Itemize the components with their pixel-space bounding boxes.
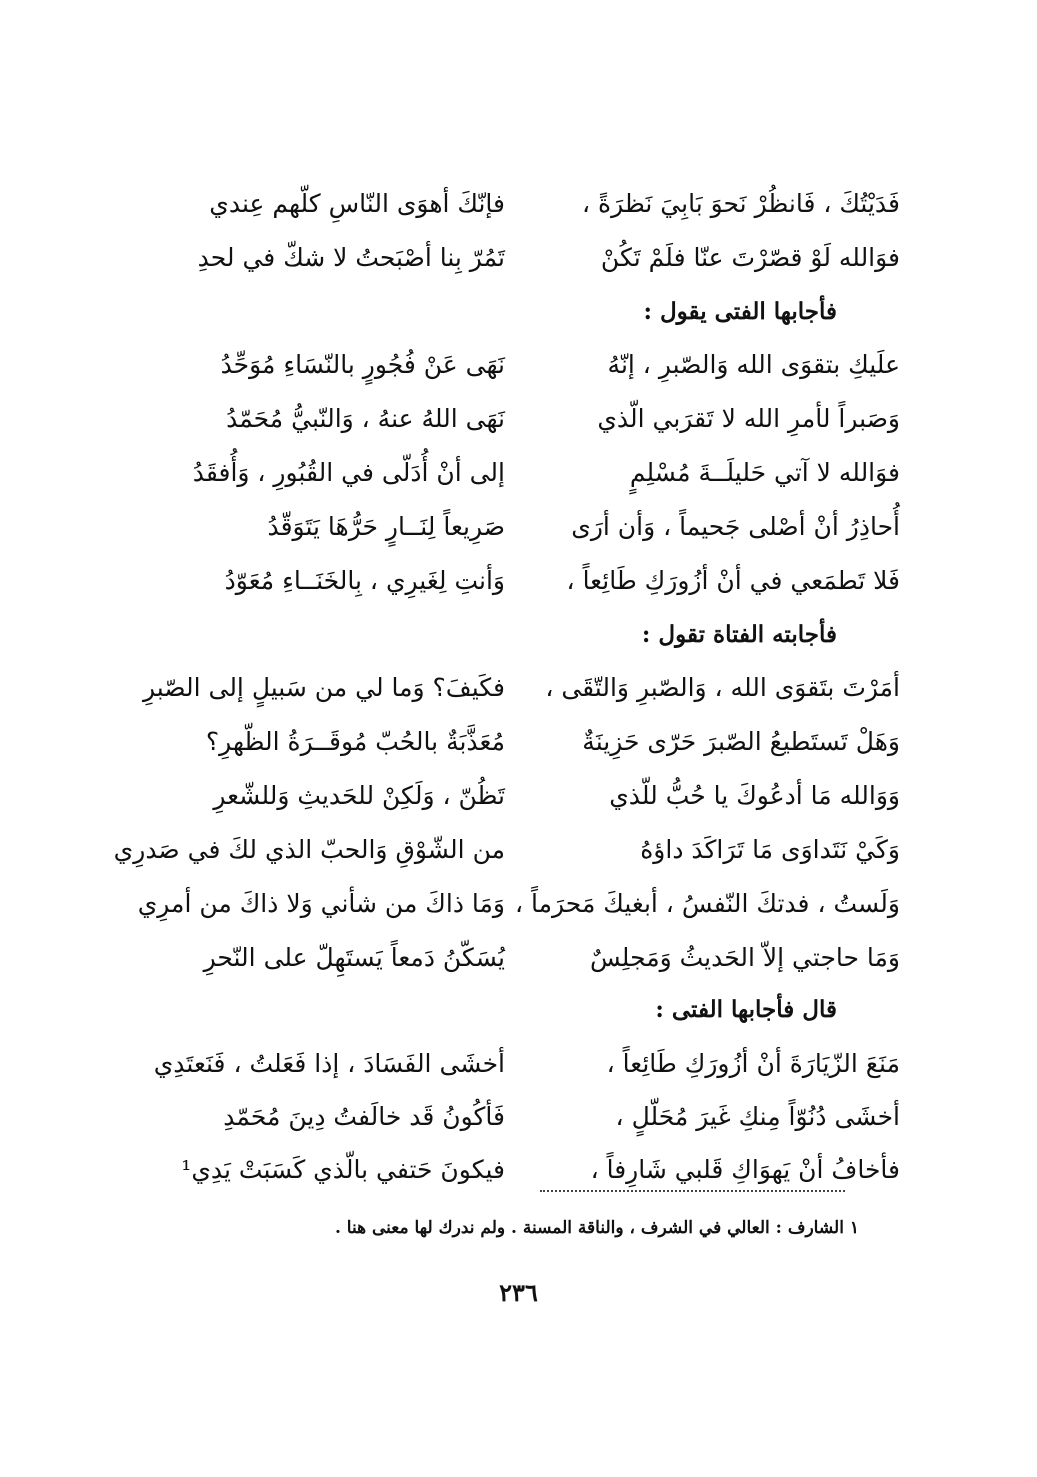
- verse-right-hemistich: وَكَيْ نَتَداوَى مَا تَرَاكَدَ داؤهُ: [640, 835, 900, 864]
- verse-left-hemistich: فإنّكَ أهوَى النّاسِ كلّهم عِندي: [209, 189, 505, 218]
- verse-right-hemistich: فَلا تَطمَعي في أنْ أزُورَكِ طَائِعاً ،: [566, 566, 900, 595]
- verse-right-hemistich: مَنَعَ الزّيَارَةَ أنْ أزُورَكِ طَائِعاً ،: [606, 1049, 900, 1078]
- verse-left-hemistich: فكَيفَ؟ وَما لي من سَبيلٍ إلى الصّبرِ: [142, 673, 505, 702]
- verse-right-hemistich: فَدَيْتُكَ ، فَانظُرْ نَحوَ بَابِيَ نَظرَةً ،: [581, 189, 900, 218]
- verse-left-hemistich: أخشَى الفَسَادَ ، إذا فَعَلتُ ، فَنَعتَدِي: [153, 1049, 505, 1078]
- verse-left-hemistich: يُسَكّنُ دَمعاً يَستَهِلّ على النّحرِ: [203, 943, 505, 972]
- verse-left-hemistich: وَمَا ذاكَ من شأني وَلا ذاكَ من أمرِي: [137, 889, 505, 918]
- verse-right-hemistich: علَيكِ بتقوَى الله وَالصّبرِ ، إنّهُ: [607, 350, 900, 379]
- stanza-intro: فأجابته الفتاة تقول :: [641, 621, 837, 648]
- verse-right-hemistich: فوَالله لَوْ قصّرْتَ عنّا فلَمْ تَكُنْ: [600, 243, 900, 272]
- verse-right-hemistich: فأخافُ أنْ يَهوَاكِ قَلبي شَارِفاً ،: [590, 1155, 900, 1184]
- verse-left-hemistich: فَأكُونُ قَد خالَفتُ دِينَ مُحَمّدِ: [223, 1102, 505, 1131]
- verse-left-hemistich: نَهَى عَنْ فُجُورٍ بالنّسَاءِ مُوَحِّدُ: [220, 350, 505, 379]
- verse-right-hemistich: أمَرْتَ بتَقوَى الله ، وَالصّبرِ وَالتّقَى ،: [545, 673, 900, 702]
- footnote: ١ الشارف : العالي في الشرف ، والناقة المسنة . ولم ندرك لها معنى هنا .: [334, 1218, 859, 1238]
- verse-left-hemistich: تَظُنّ ، وَلَكِنْ للحَديثِ وَللشّعرِ: [213, 781, 505, 810]
- stanza-intro: قال فأجابها الفتى :: [655, 996, 837, 1023]
- verse-left-hemistich: مُعَذَّبَةٌ بالحُبّ مُوقَــرَةُ الظّهرِ؟: [205, 727, 505, 756]
- verse-right-hemistich: أخشَى دُنُوّاً مِنكِ غَيرَ مُحَلّلٍ ،: [615, 1102, 900, 1131]
- verse-right-hemistich: وَوَالله مَا أدعُوكَ يا حُبُّ للّذي: [609, 781, 900, 810]
- verse-left-hemistich: من الشّوْقِ وَالحبّ الذي لكَ في صَدرِي: [113, 835, 505, 864]
- verse-left-hemistich: تَمُرّ بِنا أصْبَحتُ لا شكّ في لحدِ: [197, 243, 505, 272]
- verse-right-hemistich: وَصَبراً لأمرِ الله لا تَقرَبي الّذي: [597, 404, 900, 433]
- verse-left-hemistich: نَهَى اللهُ عنهُ ، وَالنّبيُّ مُحَمّدُ: [226, 404, 505, 433]
- verse-right-hemistich: فوَالله لا آتي حَليلَــةَ مُسْلِمٍ: [629, 458, 900, 487]
- verse-left-hemistich: وَأنتِ لِغَيرِي ، بِالخَنَــاءِ مُعَوّدُ: [224, 566, 505, 595]
- verse-right-hemistich: وَهَلْ تَستَطيعُ الصّبرَ حَرّى حَزِينَةٌ: [582, 727, 900, 756]
- verse-right-hemistich: وَمَا حاجتي إلاّ الحَديثُ وَمَجلِسٌ: [589, 943, 900, 972]
- stanza-intro: فأجابها الفتى يقول :: [643, 298, 837, 325]
- verse-left-hemistich: إلى أنْ أُدَلّى في القُبُورِ ، وَأُفقَدُ: [192, 458, 505, 487]
- footnote-separator: [540, 1190, 845, 1192]
- verse-right-hemistich: أُحاذِرُ أنْ أصْلى جَحيماً ، وَأن أرَى: [571, 512, 900, 541]
- verse-right-hemistich: وَلَستُ ، فدتكَ النّفسُ ، أبغيكَ مَحرَماً ،: [514, 889, 900, 918]
- verse-left-hemistich: صَرِيعاً لِنَــارٍ حَرُّهَا يَتَوَقّدُ: [267, 512, 505, 541]
- verse-left-hemistich: فيكونَ حَتفي بالّذي كَسَبَتْ يَدِي¹: [181, 1155, 505, 1184]
- page-number: ٢٣٦: [499, 1278, 538, 1307]
